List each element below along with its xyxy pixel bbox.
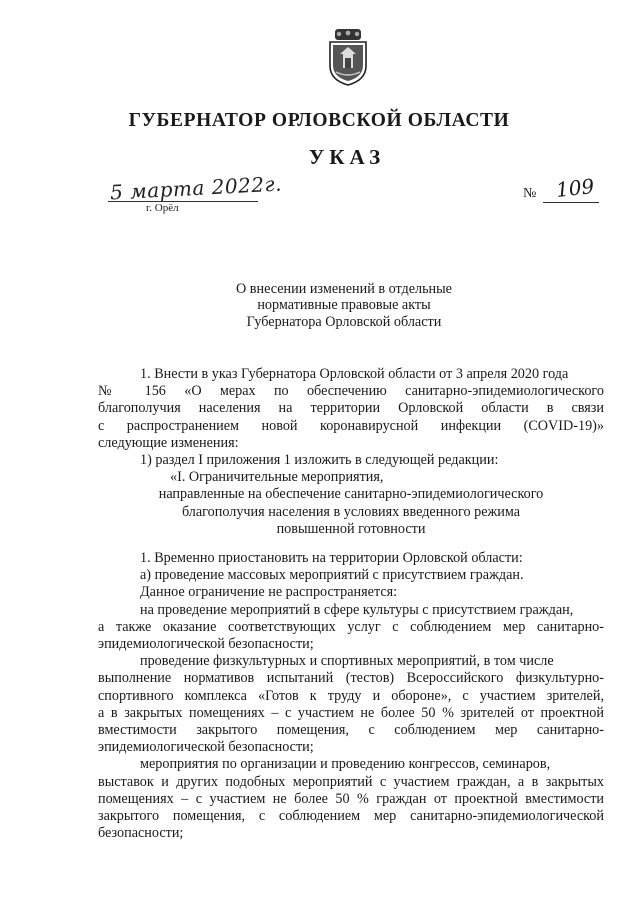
body-line: выполнение нормативов испытаний (тестов) Всероссийского физкультурно- xyxy=(98,670,604,687)
section-title-line: благополучия населения в условиях введенного режима xyxy=(181,503,521,520)
body-line: вместимости закрытого помещения, с соблюдением мер санитарно- xyxy=(98,722,604,739)
body-line: закрытого помещения, с соблюдением мер санитарно-эпидемиологической xyxy=(98,808,604,825)
number-sign: № xyxy=(523,186,537,201)
subject-line: нормативные правовые акты xyxy=(257,297,431,314)
section-title-line: повышенной готовности xyxy=(276,520,426,537)
issuing-authority: ГУБЕРНАТОР ОРЛОВСКОЙ ОБЛАСТИ xyxy=(128,110,510,131)
subject-line: О внесении изменений в отдельные xyxy=(236,281,452,297)
body-line: а) проведение массовых мероприятий с присутствием граждан. xyxy=(140,567,524,584)
body-line: на проведение мероприятий в сфере культуры с присутствием граждан, xyxy=(140,601,574,618)
body-line: помещениях – с участием не более 50 % граждан от проектной вместимости xyxy=(98,790,604,807)
section-title-line: направленные на обеспечение санитарно-эпидемиологического xyxy=(158,486,544,503)
document-type: УКАЗ xyxy=(308,145,386,169)
handwritten-number: 109 xyxy=(554,174,596,202)
subject-line: Губернатора Орловской области xyxy=(246,313,442,330)
handwritten-date: 5 марта 2022г. xyxy=(109,171,283,205)
body-line: с распространением новой коронавирусной инфекции (COVID-19)» xyxy=(98,417,604,434)
body-line: эпидемиологической безопасности; xyxy=(98,636,314,653)
number-underline xyxy=(543,202,599,203)
body-line: эпидемиологической безопасности; xyxy=(98,739,314,756)
body-line: № 156 «О мерах по обеспечению санитарно-эпидемиологического xyxy=(98,383,604,400)
decree-body xyxy=(98,366,604,842)
section-title-line: «I. Ограничительные мероприятия, xyxy=(170,469,384,486)
body-line: а также оказание соответствующих услуг с соблюдением мер санитарно- xyxy=(98,618,604,635)
body-line: Данное ограничение не распространяется: xyxy=(140,584,398,601)
city-label: г. Орёл xyxy=(146,202,179,214)
date-underline xyxy=(108,201,258,202)
body-line: выставок и других подобных мероприятий с участием граждан, а в закрытых xyxy=(98,773,604,790)
body-line: благополучия населения на территории Орловской области в связи xyxy=(98,400,604,417)
decree-subject xyxy=(0,281,638,330)
body-line: следующие изменения: xyxy=(98,434,239,451)
body-line: мероприятия по организации и проведению конгрессов, семинаров, xyxy=(140,756,551,773)
body-line: а в закрытых помещениях – с участием не более 50 % зрителей от проектной xyxy=(98,704,604,721)
body-line: проведение физкультурных и спортивных мероприятий, в том числе xyxy=(140,653,554,670)
body-line: 1. Внести в указ Губернатора Орловской области от 3 апреля 2020 года xyxy=(140,366,569,382)
coat-of-arms-icon xyxy=(326,28,370,86)
body-line: спортивного комплекса «Готов к труду и обороне», с участием зрителей, xyxy=(98,687,604,704)
body-line: 1. Временно приостановить на территории Орловской области: xyxy=(140,550,523,567)
body-line: безопасности; xyxy=(98,825,184,842)
body-line: 1) раздел I приложения 1 изложить в следующей редакции: xyxy=(140,452,499,469)
